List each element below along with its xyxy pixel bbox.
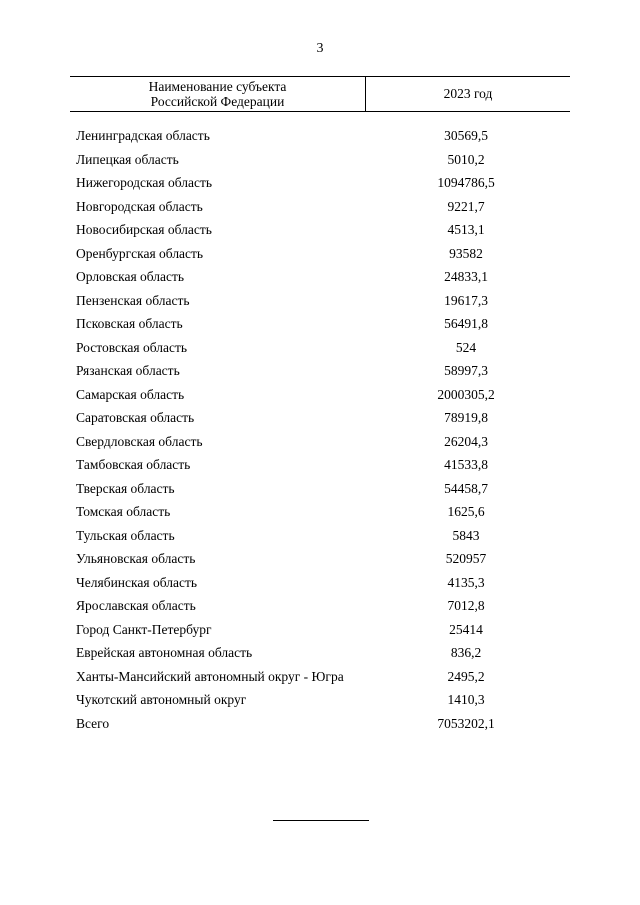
header-year: 2023 год [443,86,493,101]
region-name: Самарская область [76,386,185,402]
table-row [76,504,566,519]
table-row [76,293,566,308]
region-name: Всего [76,715,110,731]
region-value: 24833,1 [444,269,488,284]
region-name: Рязанская область [76,363,180,378]
region-name: Орловская область [76,269,185,284]
region-name: Оренбургская область [76,245,204,261]
table-row [76,152,566,167]
region-name: Ростовская область [76,339,187,355]
region-name: Еврейская автономная область [76,645,253,660]
table-row [76,340,566,355]
region-value: 7053202,1 [437,715,495,731]
region-value: 93582 [449,245,483,261]
table-row [76,222,566,237]
region-value: 30569,5 [444,128,488,143]
region-value: 54458,7 [444,480,488,496]
region-name: Ульяновская область [76,551,196,566]
table-row [76,128,566,143]
region-value: 26204,3 [444,433,488,449]
region-value: 41533,8 [444,457,488,472]
table-row [76,316,566,331]
table-row [76,199,566,214]
region-name: Псковская область [76,316,183,331]
table-row [76,716,566,731]
region-value: 2495,2 [447,668,485,684]
region-value: 4135,3 [447,574,485,590]
region-name: Томская область [76,504,171,519]
region-name: Саратовская область [76,410,195,425]
table-row [76,175,566,190]
table-row [76,551,566,566]
region-value: 520957 [445,551,487,566]
region-name: Ленинградская область [76,128,210,143]
region-name: Нижегородская область [76,175,213,190]
region-name: Челябинская область [76,574,198,590]
table-row [76,669,566,684]
region-value: 1094786,5 [437,175,495,190]
page-number: 3 [316,41,324,56]
region-value: 56491,8 [444,316,488,331]
region-value: 4513,1 [447,222,485,237]
region-name: Липецкая область [76,151,179,167]
table-row [76,457,566,472]
region-name: Тамбовская область [76,457,191,472]
header-region-name-line1: Наименование субъекта [148,79,287,94]
region-value: 836,2 [450,645,482,660]
table-row [76,387,566,402]
header-region-name-line2: Российской Федерации [150,94,285,109]
table-row [76,410,566,425]
region-name: Тверская область [76,480,175,496]
region-value: 7012,8 [447,598,485,613]
footer-divider [273,820,369,821]
table-row [76,481,566,496]
region-value: 5010,2 [447,151,485,167]
region-value: 78919,8 [444,410,488,425]
table-row [76,645,566,660]
region-value: 19617,3 [444,292,488,308]
table-body [76,128,566,739]
region-name: Ярославская область [76,598,196,613]
table-row [76,246,566,261]
table-row [76,528,566,543]
region-name: Новосибирская область [76,222,212,237]
table-row [76,434,566,449]
region-name: Новгородская область [76,198,203,214]
header-region-name [70,77,366,111]
table-row [76,622,566,637]
table-header [70,76,570,112]
region-name: Город Санкт-Петербург [76,621,212,637]
table-row [76,269,566,284]
table-row [76,575,566,590]
region-value: 58997,3 [444,363,488,378]
region-value: 1410,3 [447,692,485,707]
table-row [76,598,566,613]
region-name: Чукотский автономный округ [76,692,247,707]
table-row [76,692,566,707]
table-row [76,363,566,378]
region-name: Ханты-Мансийский автономный округ - Югра [76,668,344,684]
region-name: Свердловская область [76,433,203,449]
region-value: 524 [455,339,477,355]
region-name: Пензенская область [76,292,190,308]
region-value: 9221,7 [447,198,485,214]
region-value: 2000305,2 [437,386,495,402]
region-value: 5843 [452,527,480,543]
region-value: 25414 [449,621,483,637]
region-name: Тульская область [76,527,175,543]
region-value: 1625,6 [447,504,485,519]
